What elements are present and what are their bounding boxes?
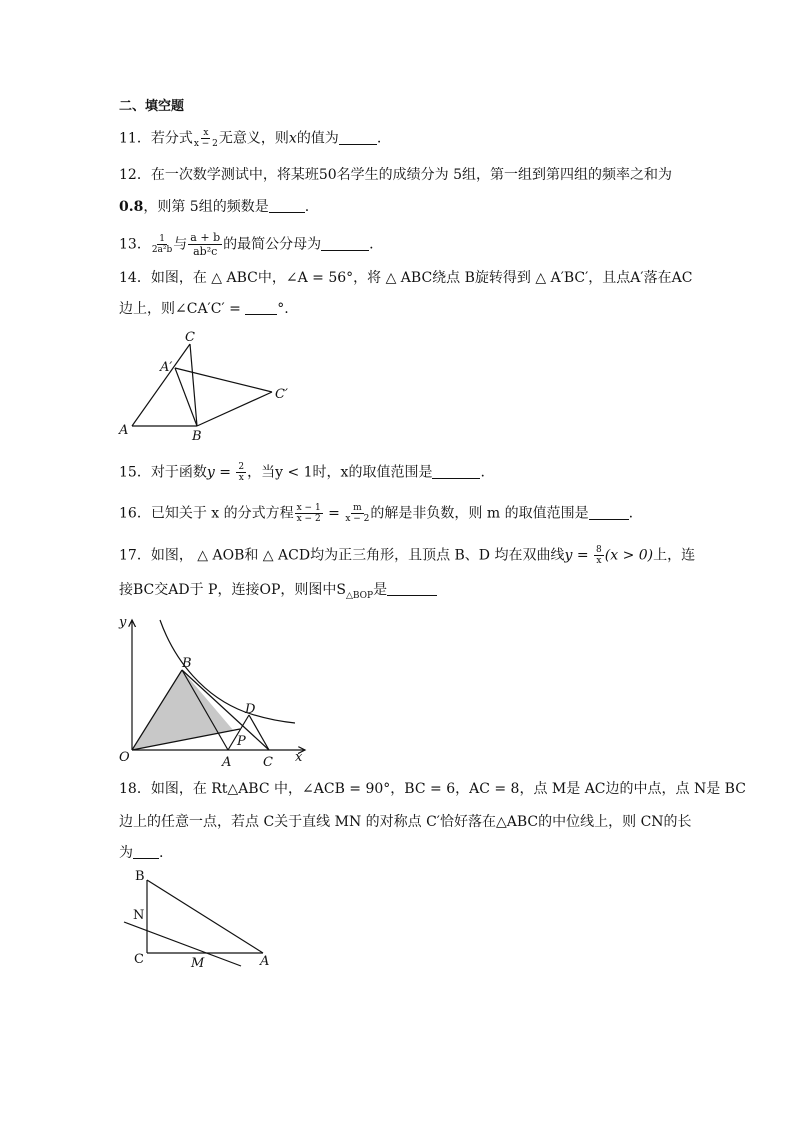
q16-f1-num: x − 1 bbox=[296, 503, 321, 513]
question-15 bbox=[119, 462, 485, 483]
q18-end: . bbox=[159, 845, 164, 861]
q11-answer-blank[interactable] bbox=[339, 130, 377, 145]
q16-f2-num: m bbox=[353, 503, 362, 513]
fig14-label-A: A bbox=[119, 423, 129, 438]
q13-end: . bbox=[369, 236, 374, 253]
q11-middle: 无意义，则 bbox=[218, 130, 289, 147]
q18-text: 为 bbox=[119, 845, 133, 861]
q16-end: . bbox=[628, 505, 634, 522]
section-title: 二、填空题 bbox=[119, 99, 185, 114]
q16-prefix: 16．已知关于 x 的分式方程 bbox=[119, 505, 294, 522]
q13-fraction-2 bbox=[188, 231, 222, 258]
q15-f-den: x bbox=[238, 473, 244, 483]
q15-f-num: 2 bbox=[238, 462, 245, 472]
q12-end: . bbox=[304, 199, 310, 215]
q16-fraction-2 bbox=[345, 503, 369, 524]
question-17-line2 bbox=[119, 580, 437, 606]
q13-suffix: 的最简公分母为 bbox=[223, 236, 322, 253]
q18-answer-blank[interactable] bbox=[133, 844, 159, 859]
fig18-seg-BA bbox=[147, 880, 263, 953]
q15-mid: ，当y < 1时，x的取值范围是 bbox=[247, 464, 433, 481]
fig17-label-O: O bbox=[119, 750, 130, 765]
q15-answer-blank[interactable] bbox=[432, 464, 480, 479]
q17-fraction bbox=[594, 545, 604, 566]
q15-end: . bbox=[480, 464, 485, 481]
q16-f1-den: x − 2 bbox=[296, 514, 321, 524]
fig17-label-P: P bbox=[237, 734, 246, 749]
q13-f2-num: a + b bbox=[190, 231, 221, 244]
q16-suffix: 的解是非负数，则 m 的取值范围是 bbox=[370, 505, 589, 522]
question-18-line2: 边上的任意一点，若点 C关于直线 MN 的对称点 C′恰好落在△ABC的中位线上，则 CN的长 bbox=[119, 814, 692, 830]
q15-func: y = bbox=[206, 464, 236, 481]
question-18-line3 bbox=[119, 843, 163, 863]
question-12-line1: 12．在一次数学测试中，将某班50名学生的成绩分为 5组，第一组到第四组的频率之和为 bbox=[119, 167, 672, 183]
q17-cond: (x > 0) bbox=[604, 547, 654, 564]
q17-text-a: 17．如图， △ AOB和 △ ACD均为正三角形，且顶点 B、D 均在双曲线 bbox=[119, 547, 565, 564]
q17-f-den: x bbox=[596, 556, 602, 566]
question-14-line2 bbox=[119, 299, 289, 319]
figure-14 bbox=[115, 328, 300, 444]
q12-value: 0.8 bbox=[119, 199, 144, 215]
q15-prefix: 15．对于函数 bbox=[119, 464, 207, 481]
fig14-seg-A1B bbox=[175, 368, 197, 426]
q13-answer-blank[interactable] bbox=[321, 236, 369, 251]
fig14-label-C: C bbox=[185, 330, 195, 345]
q11-suffix: 的值为 bbox=[296, 130, 339, 147]
figure-17 bbox=[115, 612, 315, 770]
fig17-label-A: A bbox=[222, 755, 232, 770]
fig14-seg-CB bbox=[190, 344, 197, 426]
q16-f2-den: x − 2 bbox=[345, 514, 370, 524]
q11-var: x bbox=[288, 130, 297, 147]
fig18-label-C: C bbox=[134, 952, 144, 967]
q17-text-c: 接BC交AD于 P，连接OP，则图中S bbox=[119, 582, 346, 598]
q11-frac-den: x − 2 bbox=[193, 139, 218, 149]
fig18-label-B: B bbox=[135, 869, 145, 884]
q14-answer-blank[interactable] bbox=[245, 300, 277, 315]
fig14-label-A1: A′ bbox=[160, 360, 173, 375]
question-16 bbox=[119, 503, 633, 524]
fig14-label-B: B bbox=[192, 429, 202, 444]
q13-f1-num: 1 bbox=[159, 234, 165, 244]
q13-prefix: 13． bbox=[119, 236, 151, 253]
q13-mid: 与 bbox=[173, 236, 188, 253]
question-14-line1: 14．如图，在 △ ABC中，∠A = 56°，将 △ ABC绕点 B旋转得到 △ A′BC′，且点A′落在AC bbox=[119, 270, 693, 286]
q14-text: 边上，则∠CA′C′ = bbox=[119, 301, 246, 317]
q17-subscript: △BOP bbox=[345, 590, 374, 601]
fig17-label-x: x bbox=[295, 750, 303, 765]
q16-eq: = bbox=[323, 505, 345, 522]
q17-text-d: 是 bbox=[373, 582, 388, 598]
fig17-shaded-triangle-BOP bbox=[132, 670, 233, 750]
q13-f2-den: ab²c bbox=[193, 245, 218, 258]
question-12-line2 bbox=[119, 197, 309, 217]
figure-18 bbox=[115, 866, 280, 970]
question-11 bbox=[119, 128, 381, 149]
fig17-seg-DC bbox=[249, 715, 269, 750]
question-13 bbox=[119, 231, 374, 258]
q13-fraction-1 bbox=[152, 234, 172, 255]
q11-end: . bbox=[376, 130, 382, 147]
q16-answer-blank[interactable] bbox=[589, 505, 629, 520]
q12-text: ，则第 5组的频数是 bbox=[143, 199, 269, 215]
q11-frac-num: x bbox=[203, 128, 209, 138]
q16-fraction-1 bbox=[295, 503, 323, 524]
q13-f1-den: 2a²b bbox=[151, 245, 173, 255]
fig14-label-C1: C′ bbox=[275, 387, 288, 402]
fig18-label-N: N bbox=[133, 908, 145, 923]
fig14-seg-A1C1 bbox=[175, 368, 272, 392]
fig17-label-y: y bbox=[119, 615, 127, 630]
q11-prefix: 11．若分式 bbox=[119, 130, 193, 147]
q17-text-b: 上，连 bbox=[653, 547, 696, 564]
fig17-label-C: C bbox=[263, 755, 273, 770]
fig18-label-M: M bbox=[191, 956, 205, 970]
fig14-seg-BC1 bbox=[197, 392, 272, 426]
question-18-line1: 18．如图，在 Rt△ABC 中，∠ACB = 90°，BC = 6，AC = 8，点 M是 AC边的中点，点 N是 BC bbox=[119, 781, 746, 797]
q15-fraction bbox=[236, 462, 246, 483]
question-17-line1 bbox=[119, 545, 695, 566]
fig17-label-D: D bbox=[245, 702, 256, 717]
q17-answer-blank[interactable] bbox=[387, 581, 437, 596]
q17-func: y = bbox=[564, 547, 594, 564]
q14-end: °. bbox=[277, 301, 289, 317]
q17-f-num: 8 bbox=[596, 545, 602, 555]
q11-fraction bbox=[194, 128, 218, 149]
fig18-label-A: A bbox=[260, 954, 270, 969]
q12-answer-blank[interactable] bbox=[269, 198, 305, 213]
fig17-label-B: B bbox=[182, 656, 192, 671]
